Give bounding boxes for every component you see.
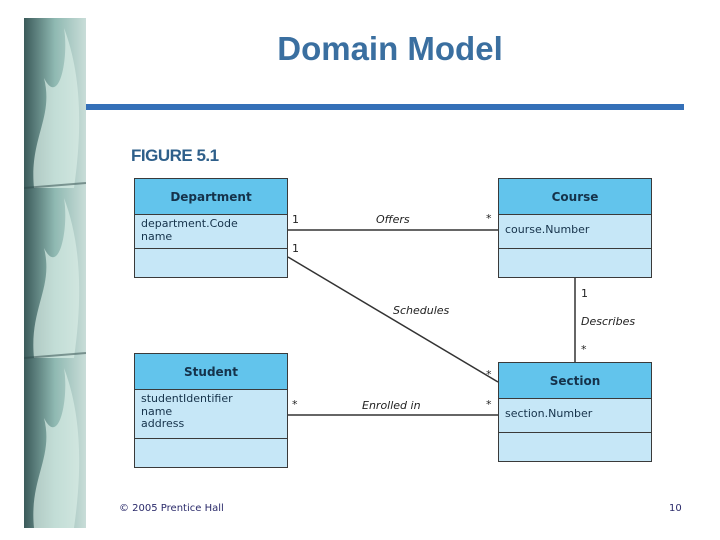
class-course-name: Course: [499, 179, 651, 215]
schedules-to-multiplicity: *: [486, 368, 492, 381]
attribute: department.Code: [141, 217, 238, 230]
schedules-label: Schedules: [393, 304, 450, 317]
attribute: section.Number: [505, 407, 593, 420]
attribute: name: [141, 229, 173, 243]
class-student: [134, 353, 288, 468]
offers-to-multiplicity: *: [486, 212, 492, 225]
attribute: address: [141, 417, 185, 430]
class-course-attributes: [499, 215, 651, 249]
slide-title: Domain Model: [277, 30, 503, 67]
class-department-name: Department: [135, 179, 287, 215]
attribute: studentIdentifier: [141, 392, 233, 405]
offers-from-multiplicity: 1: [292, 213, 299, 226]
schedules-line: [288, 257, 498, 382]
enrolled-from-multiplicity: *: [292, 398, 298, 411]
enrolled-to-multiplicity: *: [486, 398, 492, 411]
schedules-from-multiplicity: 1: [292, 242, 299, 255]
attribute: course.Number: [505, 223, 590, 236]
figure-label: FIGURE 5.1: [131, 146, 219, 165]
offers-label: Offers: [376, 213, 410, 226]
class-department-attributes: [135, 215, 287, 249]
enrolled-label: Enrolled in: [362, 399, 421, 412]
class-course: [498, 178, 652, 278]
describes-label: Describes: [581, 315, 636, 328]
class-section-attributes: [499, 399, 651, 433]
footer-copyright: © 2005 Prentice Hall: [119, 503, 224, 514]
describes-to-multiplicity: *: [581, 343, 587, 356]
class-student-attributes: [135, 390, 287, 439]
attribute: name: [141, 404, 173, 418]
describes-from-multiplicity: 1: [581, 287, 588, 300]
class-department: [134, 178, 288, 278]
page-number: 10: [669, 503, 682, 514]
class-section: [498, 362, 652, 462]
class-section-name: Section: [499, 363, 651, 399]
class-student-name: Student: [135, 354, 287, 390]
